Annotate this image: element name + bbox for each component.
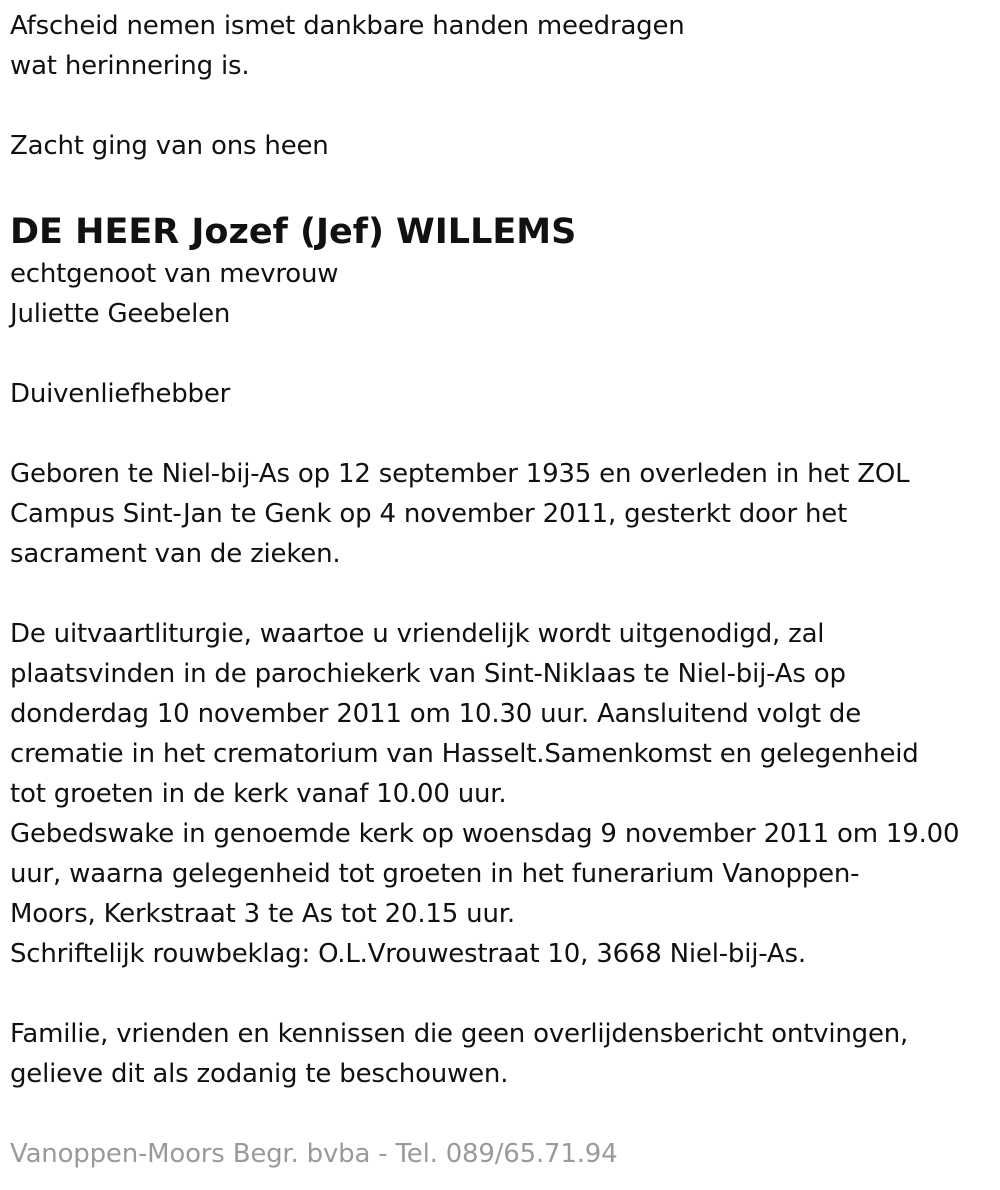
spouse-line-2: Juliette Geebelen <box>10 299 231 329</box>
spouse-line-1: echtgenoot van mevrouw <box>10 259 339 289</box>
funeral-line: Schriftelijk rouwbeklag: O.L.Vrouwestraat 10, 3668 Niel-bij-As. <box>10 939 806 969</box>
intro-quote-line-1: Afscheid nemen ismet dankbare handen meedragen <box>10 11 685 41</box>
closing-line: gelieve dit als zodanig te beschouwen. <box>10 1059 509 1089</box>
funeral-line: uur, waarna gelegenheid tot groeten in het funerarium Vanoppen- <box>10 859 860 889</box>
deceased-name: DE HEER Jozef (Jef) WILLEMS <box>10 212 577 252</box>
hobby-text: Duivenliefhebber <box>10 379 231 409</box>
obituary-notice <box>10 6 985 1174</box>
spacer <box>10 334 985 374</box>
funeral-line: tot groeten in de kerk vanaf 10.00 uur. <box>10 779 507 809</box>
announcement-text: Zacht ging van ons heen <box>10 131 329 161</box>
spacer <box>10 414 985 454</box>
funeral-line: plaatsvinden in de parochiekerk van Sint-Niklaas te Niel-bij-As op <box>10 659 846 689</box>
spacer <box>10 574 985 614</box>
spacer <box>10 1094 985 1134</box>
spacer <box>10 974 985 1014</box>
intro-quote-line-2: wat herinnering is. <box>10 51 250 81</box>
funeral-line: De uitvaartliturgie, waartoe u vriendelijk wordt uitgenodigd, zal <box>10 619 825 649</box>
birth-death-line: Campus Sint-Jan te Genk op 4 november 2011, gesterkt door het <box>10 499 848 529</box>
funeral-line: Gebedswake in genoemde kerk op woensdag 9 november 2011 om 19.00 <box>10 819 960 849</box>
birth-death-line: sacrament van de zieken. <box>10 539 341 569</box>
funeral-line: crematie in het crematorium van Hasselt.Samenkomst en gelegenheid <box>10 739 919 769</box>
funeral-line: donderdag 10 november 2011 om 10.30 uur. Aansluitend volgt de <box>10 699 862 729</box>
closing-line: Familie, vrienden en kennissen die geen overlijdensbericht ontvingen, <box>10 1019 909 1049</box>
funeral-home-footer: Vanoppen-Moors Begr. bvba - Tel. 089/65.71.94 <box>10 1139 618 1169</box>
birth-death-line: Geboren te Niel-bij-As op 12 september 1935 en overleden in het ZOL <box>10 459 910 489</box>
funeral-line: Moors, Kerkstraat 3 te As tot 20.15 uur. <box>10 899 515 929</box>
spacer <box>10 86 985 126</box>
spacer <box>10 166 985 206</box>
